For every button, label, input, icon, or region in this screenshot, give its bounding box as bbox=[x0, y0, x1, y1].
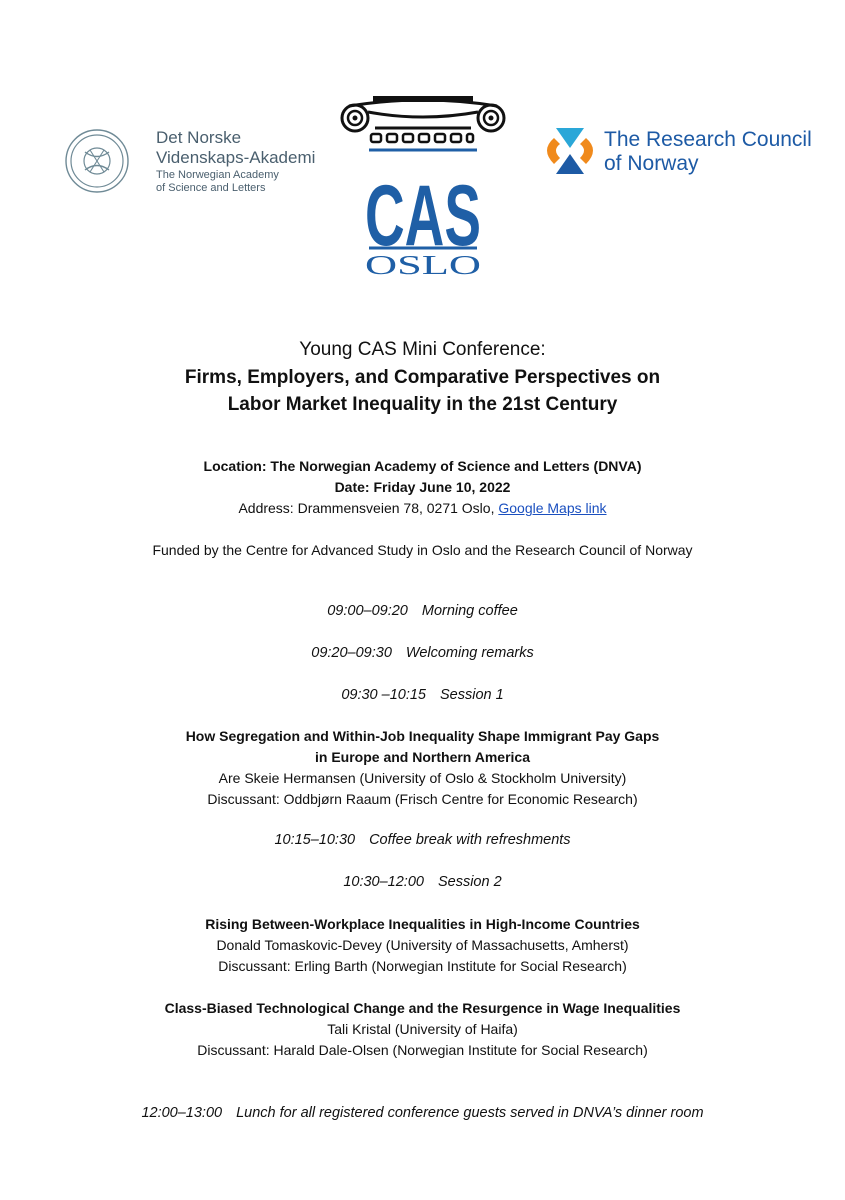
schedule-time: 12:00–13:00 bbox=[141, 1105, 223, 1121]
talk1-title-line1: How Segregation and Within-Job Inequality Shape Immigrant Pay Gaps bbox=[185, 728, 660, 744]
talk3-title: Class-Biased Technological Change and the Resurgence in Wage Inequalities bbox=[164, 1000, 681, 1016]
dnva-english-line2: of Science and Letters bbox=[156, 182, 266, 194]
talk2-discussant: Discussant: Erling Barth (Norwegian Institute for Social Research) bbox=[218, 958, 627, 974]
schedule-time: 10:15–10:30 bbox=[274, 832, 356, 848]
logo-bar bbox=[0, 0, 845, 300]
rcn-hourglass-icon bbox=[540, 126, 600, 178]
talk1-speaker: Are Skeie Hermansen (University of Oslo & Stockholm University) bbox=[218, 770, 627, 786]
dnva-emblem-icon bbox=[64, 128, 130, 194]
conference-title-line1: Firms, Employers, and Comparative Perspectives on bbox=[184, 367, 661, 388]
talk2-speaker: Donald Tomaskovic-Devey (University of Massachusetts, Amherst) bbox=[216, 937, 629, 953]
cas-city: OSLO bbox=[365, 250, 481, 278]
conference-subtitle: Young CAS Mini Conference: bbox=[299, 339, 546, 360]
cas-oslo-logo bbox=[335, 88, 511, 278]
schedule-label: Lunch for all registered conference guests served in DNVA’s dinner room bbox=[236, 1105, 704, 1121]
talk1-discussant: Discussant: Oddbjørn Raaum (Frisch Centre for Economic Research) bbox=[207, 791, 638, 807]
address-line bbox=[0, 498, 845, 519]
schedule-session-2 bbox=[0, 872, 845, 893]
schedule-label: Morning coffee bbox=[421, 603, 518, 619]
schedule-coffee-break bbox=[0, 830, 845, 851]
schedule-lunch bbox=[0, 1103, 845, 1124]
talk1-title-line2: in Europe and Northern America bbox=[315, 749, 530, 765]
talk3-speaker: Tali Kristal (University of Haifa) bbox=[327, 1021, 518, 1037]
date-line: Date: Friday June 10, 2022 bbox=[334, 479, 511, 495]
schedule-welcoming-remarks bbox=[0, 643, 845, 664]
dnva-name-line2: Videnskaps-Akademi bbox=[156, 148, 316, 167]
address-text: Address: Drammensveien 78, 0271 Oslo, bbox=[238, 500, 499, 516]
google-maps-link[interactable]: Google Maps link bbox=[498, 500, 607, 516]
talk3-discussant: Discussant: Harald Dale-Olsen (Norwegian Institute for Social Research) bbox=[197, 1042, 648, 1058]
schedule-time: 10:30–12:00 bbox=[343, 874, 424, 890]
dnva-english-line1: The Norwegian Academy bbox=[156, 169, 279, 181]
talk2-title: Rising Between-Workplace Inequalities in High-Income Countries bbox=[205, 916, 640, 932]
dnva-logo bbox=[64, 128, 314, 194]
location-line: Location: The Norwegian Academy of Science and Letters (DNVA) bbox=[203, 458, 642, 474]
schedule-time: 09:00–09:20 bbox=[327, 603, 408, 619]
dnva-name-line1: Det Norske bbox=[156, 128, 242, 147]
schedule-session-1 bbox=[0, 685, 845, 706]
cas-letters: CAS bbox=[365, 168, 481, 264]
schedule-morning-coffee bbox=[0, 601, 845, 622]
funding-line: Funded by the Centre for Advanced Study in Oslo and the Research Council of Norway bbox=[152, 542, 693, 558]
schedule-label: Session 2 bbox=[437, 874, 502, 890]
research-council-logo bbox=[540, 126, 810, 178]
schedule-label: Coffee break with refreshments bbox=[369, 832, 571, 848]
rcn-name-line1: The Research Council bbox=[604, 128, 812, 151]
schedule-label: Session 1 bbox=[439, 687, 504, 703]
schedule-label: Welcoming remarks bbox=[405, 645, 534, 661]
schedule-time: 09:30 –10:15 bbox=[341, 687, 426, 703]
schedule-time: 09:20–09:30 bbox=[311, 645, 392, 661]
rcn-name-line2: of Norway bbox=[604, 152, 699, 175]
conference-title-line2: Labor Market Inequality in the 21st Century bbox=[227, 394, 618, 415]
